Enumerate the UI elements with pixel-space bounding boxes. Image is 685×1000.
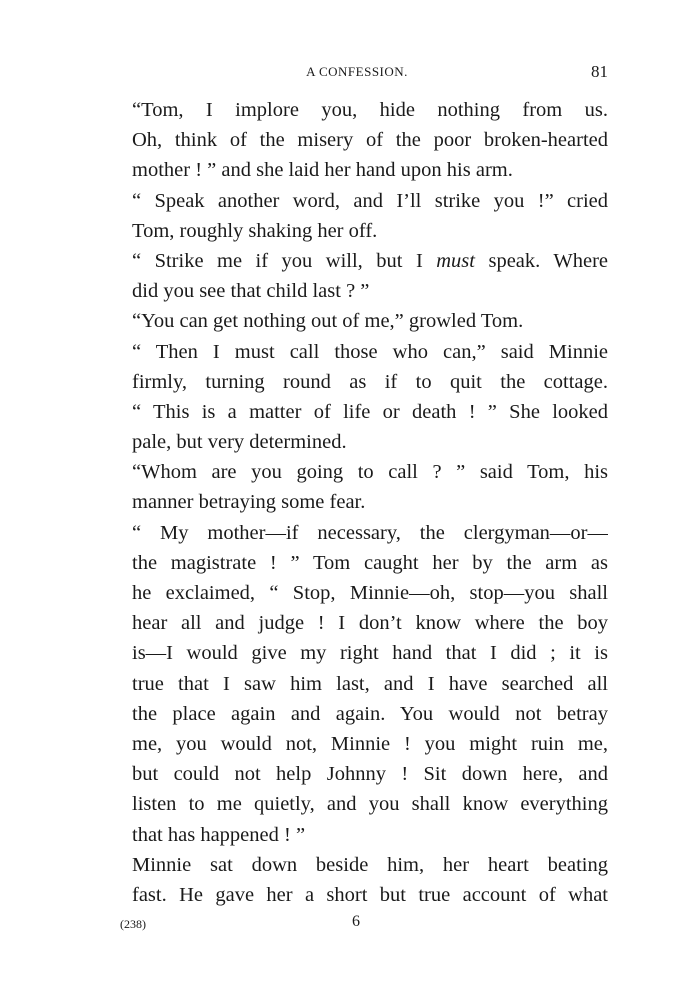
- paragraph: [106, 850, 608, 910]
- sheet-number: 6: [352, 913, 360, 930]
- text-line: the place again and again. You would not betray: [132, 702, 608, 725]
- text-line: listen to me quietly, and you shall know everything: [132, 793, 608, 816]
- paragraph: [106, 186, 608, 246]
- page-number: 81: [591, 62, 608, 81]
- text-line: “ My mother—if necessary, the clergyman—or—: [132, 521, 608, 544]
- paragraph: [106, 457, 608, 517]
- text-line: “Whom are you going to call ? ” said Tom, his: [132, 461, 608, 484]
- text-line: but could not help Johnny ! Sit down here, and: [132, 763, 608, 786]
- text-line: is—I would give my right hand that I did ; it is: [132, 642, 608, 665]
- text-line: did you see that child last ? ”: [132, 280, 370, 303]
- signature-mark: (238): [120, 917, 146, 931]
- running-title: A CONFESSION.: [306, 64, 408, 79]
- body-text: [106, 95, 608, 910]
- text-line: he exclaimed, “ Stop, Minnie—oh, stop—you shall: [132, 582, 608, 604]
- text-span: “ Strike me if you will, but I: [132, 249, 437, 272]
- paragraph: [106, 246, 608, 306]
- text-line: “ This is a matter of life or death ! ” She looked: [132, 400, 608, 423]
- paragraph: [106, 306, 608, 336]
- emphasis: must: [436, 249, 475, 272]
- text-line: manner betraying some fear.: [132, 491, 366, 514]
- text-line: “ Then I must call those who can,” said Minnie: [132, 340, 608, 363]
- text-line: the magistrate ! ” Tom caught her by the arm as: [132, 551, 608, 574]
- text-line: mother ! ” and she laid her hand upon his arm.: [132, 159, 513, 182]
- text-line: firmly, turning round as if to quit the cottage.: [132, 370, 608, 393]
- text-line: Minnie sat down beside him, her heart beating: [132, 853, 608, 876]
- text-line: “ Speak another word, and I’ll strike you !” cried: [132, 189, 608, 212]
- running-head: [106, 62, 608, 86]
- text-line: true that I saw him last, and I have searched all: [132, 672, 608, 695]
- text-line: “Tom, I implore you, hide nothing from us.: [132, 99, 608, 121]
- text-line: Oh, think of the misery of the poor broken-hearted: [132, 129, 608, 152]
- text-line: “You can get nothing out of me,” growled Tom.: [132, 310, 524, 333]
- text-line: Tom, roughly shaking her off.: [132, 219, 378, 242]
- paragraph: [106, 95, 608, 186]
- text-line: pale, but very determined.: [132, 431, 347, 454]
- text-line: hear all and judge ! I don’t know where the boy: [132, 612, 608, 635]
- text-span: speak. Where: [474, 249, 608, 272]
- text-line: me, you would not, Minnie ! you might ruin me,: [132, 732, 608, 755]
- text-line: fast. He gave her a short but true account of what: [132, 883, 608, 906]
- text-line: [106, 246, 608, 276]
- paragraph: [106, 518, 608, 850]
- text-line: that has happened ! ”: [132, 823, 306, 846]
- paragraph: [106, 337, 608, 458]
